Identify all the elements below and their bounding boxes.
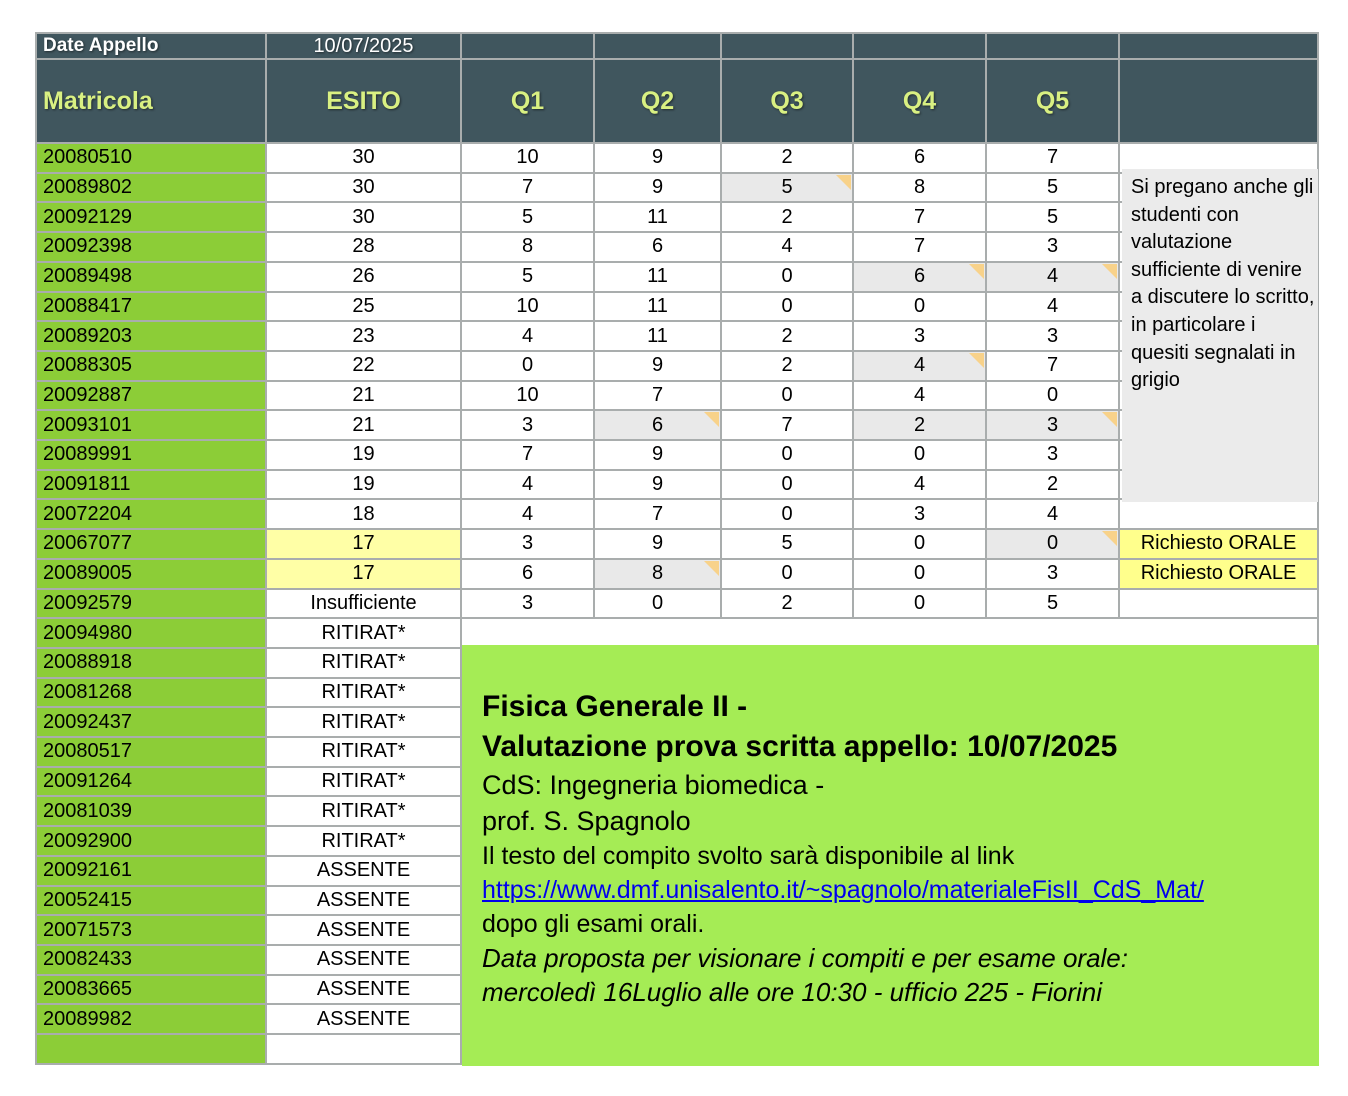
info-line: Il testo del compito svolto sarà disponibile al link: [482, 842, 1015, 870]
cell-q3[interactable]: 0: [722, 471, 854, 501]
cell-esito[interactable]: RITIRAT*: [267, 768, 462, 798]
info-line: CdS: Ingegneria biomedica -: [482, 770, 825, 800]
cell-q2[interactable]: 9: [595, 441, 722, 471]
comment-indicator-icon: [704, 561, 719, 576]
cell-matricola[interactable]: 20071573: [37, 916, 267, 946]
cell-note[interactable]: [1120, 590, 1319, 620]
results-table: [35, 32, 1319, 1065]
cell-q4[interactable]: 0: [854, 590, 987, 620]
cell-q2[interactable]: 9: [595, 530, 722, 560]
cell-matricola[interactable]: 20080510: [37, 144, 267, 174]
cell-q5[interactable]: 4: [987, 500, 1120, 530]
cell-q1[interactable]: 5: [462, 203, 595, 233]
date-header-row: [37, 34, 1319, 60]
info-line: prof. S. Spagnolo: [482, 806, 691, 836]
cell-matricola[interactable]: 20092579: [37, 590, 267, 620]
cell-q5[interactable]: 4: [987, 263, 1120, 293]
cell-q2[interactable]: 6: [595, 411, 722, 441]
cell-esito[interactable]: 22: [267, 352, 462, 382]
cell-esito[interactable]: RITIRAT*: [267, 827, 462, 857]
cell-matricola[interactable]: 20091811: [37, 471, 267, 501]
cell-q1[interactable]: 3: [462, 411, 595, 441]
info-line: Fisica Generale II -: [482, 690, 748, 723]
cell-header-q4[interactable]: Q4: [854, 60, 987, 144]
cell-q4[interactable]: 7: [854, 233, 987, 263]
cell-q2[interactable]: 7: [595, 382, 722, 412]
cell-header-q1[interactable]: Q1: [462, 60, 595, 144]
comment-indicator-icon: [1102, 531, 1117, 546]
cell-q5[interactable]: 3: [987, 322, 1120, 352]
cell-esito[interactable]: ASSENTE: [267, 887, 462, 917]
cell-q4[interactable]: 0: [854, 560, 987, 590]
cell-matricola[interactable]: 20088918: [37, 649, 267, 679]
cell-q3[interactable]: 2: [722, 590, 854, 620]
cell-esito[interactable]: ASSENTE: [267, 916, 462, 946]
cell-header-blank[interactable]: [722, 34, 854, 60]
table-row: [37, 590, 1319, 620]
cell-q4[interactable]: 3: [854, 500, 987, 530]
cell-header-q3[interactable]: Q3: [722, 60, 854, 144]
cell-esito[interactable]: 19: [267, 471, 462, 501]
cell-header-blank[interactable]: [854, 34, 987, 60]
cell-note-richiesto-orale[interactable]: Richiesto ORALE: [1120, 530, 1319, 560]
cell-q1[interactable]: 10: [462, 382, 595, 412]
cell-q4[interactable]: 0: [854, 293, 987, 323]
cell-q4[interactable]: 4: [854, 382, 987, 412]
cell-q2[interactable]: 9: [595, 352, 722, 382]
cell-q1[interactable]: 7: [462, 174, 595, 204]
cell-q3[interactable]: 0: [722, 500, 854, 530]
cell-q2[interactable]: 9: [595, 174, 722, 204]
cell-esito[interactable]: RITIRAT*: [267, 708, 462, 738]
cell-q1[interactable]: 5: [462, 263, 595, 293]
cell-q3[interactable]: 0: [722, 263, 854, 293]
cell-q5[interactable]: 7: [987, 144, 1120, 174]
cell-q1[interactable]: 7: [462, 441, 595, 471]
cell-q1[interactable]: 8: [462, 233, 595, 263]
info-line: dopo gli esami orali.: [482, 910, 705, 938]
cell-esito[interactable]: ASSENTE: [267, 857, 462, 887]
cell-q5[interactable]: 4: [987, 293, 1120, 323]
table-row: [37, 530, 1319, 560]
cell-esito[interactable]: RITIRAT*: [267, 679, 462, 709]
cell-esito[interactable]: RITIRAT*: [267, 619, 462, 649]
cell-matricola[interactable]: 20089802: [37, 174, 267, 204]
cell-q4[interactable]: 8: [854, 174, 987, 204]
cell-q1[interactable]: 10: [462, 293, 595, 323]
cell-q1[interactable]: 4: [462, 471, 595, 501]
cell-q1[interactable]: 10: [462, 144, 595, 174]
cell-q5[interactable]: 3: [987, 560, 1120, 590]
cell-matricola[interactable]: 20089005: [37, 560, 267, 590]
cell-q2[interactable]: 11: [595, 203, 722, 233]
cell-q5[interactable]: 0: [987, 382, 1120, 412]
cell-matricola[interactable]: 20092398: [37, 233, 267, 263]
cell-header-q2[interactable]: Q2: [595, 60, 722, 144]
comment-indicator-icon: [704, 412, 719, 427]
cell-matricola[interactable]: 20080517: [37, 738, 267, 768]
cell-matricola[interactable]: [37, 1035, 267, 1065]
cell-q3[interactable]: 0: [722, 293, 854, 323]
cell-esito[interactable]: 30: [267, 144, 462, 174]
table-row: [37, 500, 1319, 530]
cell-header-blank[interactable]: [987, 34, 1120, 60]
cell-q3[interactable]: 2: [722, 144, 854, 174]
cell-esito[interactable]: 19: [267, 441, 462, 471]
cell-matricola[interactable]: 20067077: [37, 530, 267, 560]
cell-q3[interactable]: 2: [722, 203, 854, 233]
cell-esito[interactable]: RITIRAT*: [267, 649, 462, 679]
cell-q4[interactable]: 4: [854, 471, 987, 501]
cell-esito[interactable]: 21: [267, 411, 462, 441]
cell-matricola[interactable]: 20052415: [37, 887, 267, 917]
grey-note-cell[interactable]: Si pregano anche gli studenti con valutazione sufficiente di venire a discutere lo scritto, in particolare i quesiti segnalati in grigio: [1122, 169, 1318, 502]
cell-matricola[interactable]: 20083665: [37, 976, 267, 1006]
cell-esito[interactable]: Insufficiente: [267, 590, 462, 620]
cell-esito[interactable]: 18: [267, 500, 462, 530]
cell-q3[interactable]: 2: [722, 352, 854, 382]
cell-matricola[interactable]: 20072204: [37, 500, 267, 530]
cell-q4[interactable]: 0: [854, 530, 987, 560]
cell-q4[interactable]: 4: [854, 352, 987, 382]
cell-q3[interactable]: 0: [722, 560, 854, 590]
cell-esito[interactable]: ASSENTE: [267, 976, 462, 1006]
cell-matricola[interactable]: 20081039: [37, 797, 267, 827]
info-line: Data proposta per visionare i compiti e per esame orale:: [482, 943, 1128, 973]
cell-q5[interactable]: 5: [987, 590, 1120, 620]
info-line: mercoledì 16Luglio alle ore 10:30 - ufficio 225 - Fiorini: [482, 977, 1103, 1007]
cell-q3[interactable]: 0: [722, 382, 854, 412]
cell-esito[interactable]: 17: [267, 530, 462, 560]
cell-esito[interactable]: 25: [267, 293, 462, 323]
cell-matricola[interactable]: 20091264: [37, 768, 267, 798]
cell-matricola[interactable]: 20094980: [37, 619, 267, 649]
cell-q1[interactable]: 6: [462, 560, 595, 590]
cell-matricola[interactable]: 20092437: [37, 708, 267, 738]
cell-esito[interactable]: RITIRAT*: [267, 797, 462, 827]
cell-q5[interactable]: 5: [987, 203, 1120, 233]
cell-q3[interactable]: 7: [722, 411, 854, 441]
cell-q5[interactable]: 3: [987, 411, 1120, 441]
cell-q5[interactable]: 3: [987, 441, 1120, 471]
cell-q1[interactable]: 3: [462, 530, 595, 560]
cell-q5[interactable]: 7: [987, 352, 1120, 382]
cell-header-matricola[interactable]: Matricola: [37, 60, 267, 144]
cell-q4[interactable]: 0: [854, 441, 987, 471]
cell-note[interactable]: [1120, 500, 1319, 530]
comment-indicator-icon: [836, 175, 851, 190]
cell-esito[interactable]: 21: [267, 382, 462, 412]
cell-date-value[interactable]: 10/07/2025: [267, 34, 462, 60]
table-row: [37, 560, 1319, 590]
cell-q2[interactable]: 9: [595, 471, 722, 501]
cell-note-richiesto-orale[interactable]: Richiesto ORALE: [1120, 560, 1319, 590]
cell-header-q5[interactable]: Q5: [987, 60, 1120, 144]
cell-matricola[interactable]: 20088305: [37, 352, 267, 382]
cell-q3[interactable]: 2: [722, 322, 854, 352]
cell-q2[interactable]: 7: [595, 500, 722, 530]
cell-matricola[interactable]: 20089203: [37, 322, 267, 352]
cell-q1[interactable]: 4: [462, 322, 595, 352]
cell-header-esito[interactable]: ESITO: [267, 60, 462, 144]
cell-matricola[interactable]: 20092900: [37, 827, 267, 857]
cell-matricola[interactable]: 20081268: [37, 679, 267, 709]
cell-esito[interactable]: 26: [267, 263, 462, 293]
cell-q2[interactable]: 0: [595, 590, 722, 620]
cell-q5[interactable]: 3: [987, 233, 1120, 263]
cell-q3[interactable]: 0: [722, 441, 854, 471]
cell-q2[interactable]: 9: [595, 144, 722, 174]
cell-q1[interactable]: 4: [462, 500, 595, 530]
cell-matricola[interactable]: 20093101: [37, 411, 267, 441]
exam-info-box[interactable]: [462, 645, 1319, 1066]
cell-esito[interactable]: 28: [267, 233, 462, 263]
cell-esito[interactable]: 30: [267, 203, 462, 233]
cell-q2[interactable]: 8: [595, 560, 722, 590]
cell-esito[interactable]: RITIRAT*: [267, 738, 462, 768]
cell-matricola[interactable]: 20092887: [37, 382, 267, 412]
cell-q3[interactable]: 5: [722, 174, 854, 204]
cell-q4[interactable]: 7: [854, 203, 987, 233]
cell-q1[interactable]: 0: [462, 352, 595, 382]
cell-matricola[interactable]: 20089982: [37, 1005, 267, 1035]
cell-esito[interactable]: 17: [267, 560, 462, 590]
info-line: Valutazione prova scritta appello: 10/07/2025: [482, 730, 1118, 763]
column-header-row: [37, 60, 1319, 144]
comment-indicator-icon: [969, 264, 984, 279]
cell-q4[interactable]: 6: [854, 144, 987, 174]
cell-q2[interactable]: 11: [595, 322, 722, 352]
comment-indicator-icon: [1102, 264, 1117, 279]
cell-matricola[interactable]: 20089498: [37, 263, 267, 293]
cell-esito[interactable]: 23: [267, 322, 462, 352]
cell-q1[interactable]: 3: [462, 590, 595, 620]
cell-esito[interactable]: 30: [267, 174, 462, 204]
cell-q3[interactable]: 5: [722, 530, 854, 560]
cell-q4[interactable]: 6: [854, 263, 987, 293]
cell-header-blank[interactable]: [1120, 34, 1319, 60]
cell-matricola[interactable]: 20092129: [37, 203, 267, 233]
comment-indicator-icon: [969, 353, 984, 368]
cell-matricola[interactable]: 20088417: [37, 293, 267, 323]
cell-q2[interactable]: 11: [595, 293, 722, 323]
cell-q4[interactable]: 2: [854, 411, 987, 441]
cell-q4[interactable]: 3: [854, 322, 987, 352]
cell-esito[interactable]: ASSENTE: [267, 946, 462, 976]
cell-q5[interactable]: 2: [987, 471, 1120, 501]
cell-matricola[interactable]: 20092161: [37, 857, 267, 887]
cell-esito[interactable]: [267, 1035, 462, 1065]
cell-header-blank[interactable]: [595, 34, 722, 60]
cell-q5[interactable]: 5: [987, 174, 1120, 204]
cell-q5[interactable]: 0: [987, 530, 1120, 560]
cell-q2[interactable]: 6: [595, 233, 722, 263]
cell-matricola[interactable]: 20082433: [37, 946, 267, 976]
materiale-link[interactable]: https://www.dmf.unisalento.it/~spagnolo/materialeFisII_CdS_Mat/: [482, 876, 1204, 904]
comment-indicator-icon: [1102, 412, 1117, 427]
cell-matricola[interactable]: 20089991: [37, 441, 267, 471]
cell-date-appello-label[interactable]: Date Appello: [37, 34, 267, 60]
cell-header-blank[interactable]: [1120, 60, 1319, 144]
cell-q2[interactable]: 11: [595, 263, 722, 293]
cell-q3[interactable]: 4: [722, 233, 854, 263]
cell-esito[interactable]: ASSENTE: [267, 1005, 462, 1035]
cell-header-blank[interactable]: [462, 34, 595, 60]
